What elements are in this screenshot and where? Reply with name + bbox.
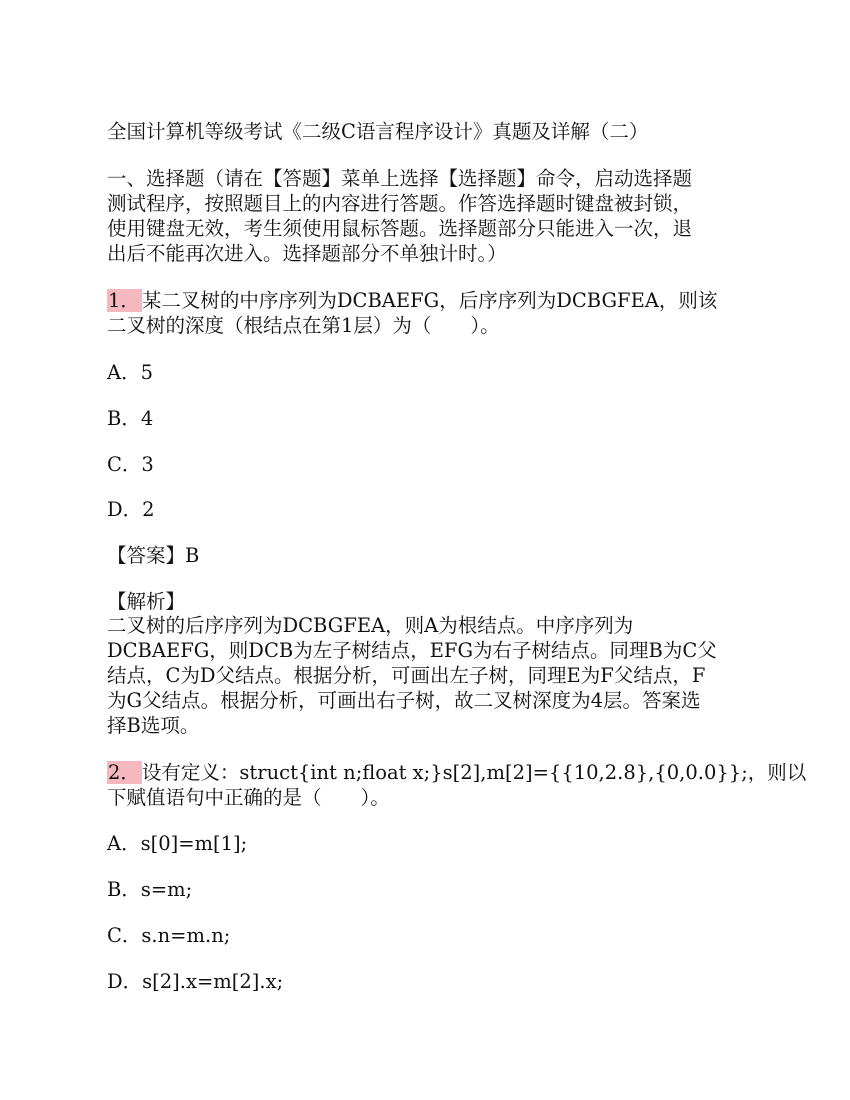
- section-heading-line: 测试程序，按照题目上的内容进行答题。作答选择题时键盘被封锁，: [107, 192, 693, 215]
- analysis-line: DCBAEFG，则DCB为左子树结点，EFG为右子树结点。同理B为C父: [107, 639, 717, 662]
- option-c: C．s.n=m.n;: [107, 924, 231, 947]
- question-number-highlight: 1．: [108, 289, 140, 312]
- question-stem-text: 某二叉树的中序序列为DCBAEFG，后序序列为DCBGFEA，则该: [141, 289, 718, 312]
- option-d: D．2: [107, 498, 155, 521]
- document-title: 全国计算机等级考试《二级C语言程序设计》真题及详解（二）: [107, 120, 649, 143]
- section-heading-line: 一、选择题（请在【答题】菜单上选择【选择题】命令，启动选择题: [107, 167, 693, 190]
- section-heading-line: 出后不能再次进入。选择题部分不单独计时。）: [107, 242, 507, 265]
- option-a: A．s[0]=m[1];: [107, 832, 248, 855]
- section-heading-line: 使用键盘无效，考生须使用鼠标答题。选择题部分只能进入一次，退: [107, 217, 693, 240]
- analysis-line: 结点，C为D父结点。根据分析，可画出左子树，同理E为F父结点，F: [107, 664, 706, 687]
- option-b: B．4: [107, 407, 154, 430]
- question-stem-text: 设有定义：struct{int n;float x;}s[2],m[2]={{10,2.8},{0,0.0}};，则以: [141, 761, 807, 784]
- analysis-label: 【解析】: [107, 590, 186, 613]
- option-c: C．3: [107, 453, 154, 476]
- question-1-stem: [107, 289, 747, 313]
- answer: 【答案】B: [107, 544, 200, 567]
- analysis-line: 二叉树的后序序列为DCBGFEA，则A为根结点。中序序列为: [107, 614, 634, 637]
- option-b: B．s=m;: [107, 878, 193, 901]
- question-stem-line: 二叉树的深度（根结点在第1层）为（ ）。: [107, 314, 500, 337]
- analysis-line: 为G父结点。根据分析，可画出右子树，故二叉树深度为4层。答案选: [107, 689, 701, 712]
- analysis-line: 择B选项。: [107, 714, 200, 737]
- question-2-stem: [107, 761, 807, 785]
- question-stem-line: 下赋值语句中正确的是（ ）。: [107, 786, 390, 809]
- option-a: A．5: [107, 361, 153, 384]
- option-d: D．s[2].x=m[2].x;: [107, 970, 284, 993]
- question-number-highlight: 2．: [108, 761, 140, 784]
